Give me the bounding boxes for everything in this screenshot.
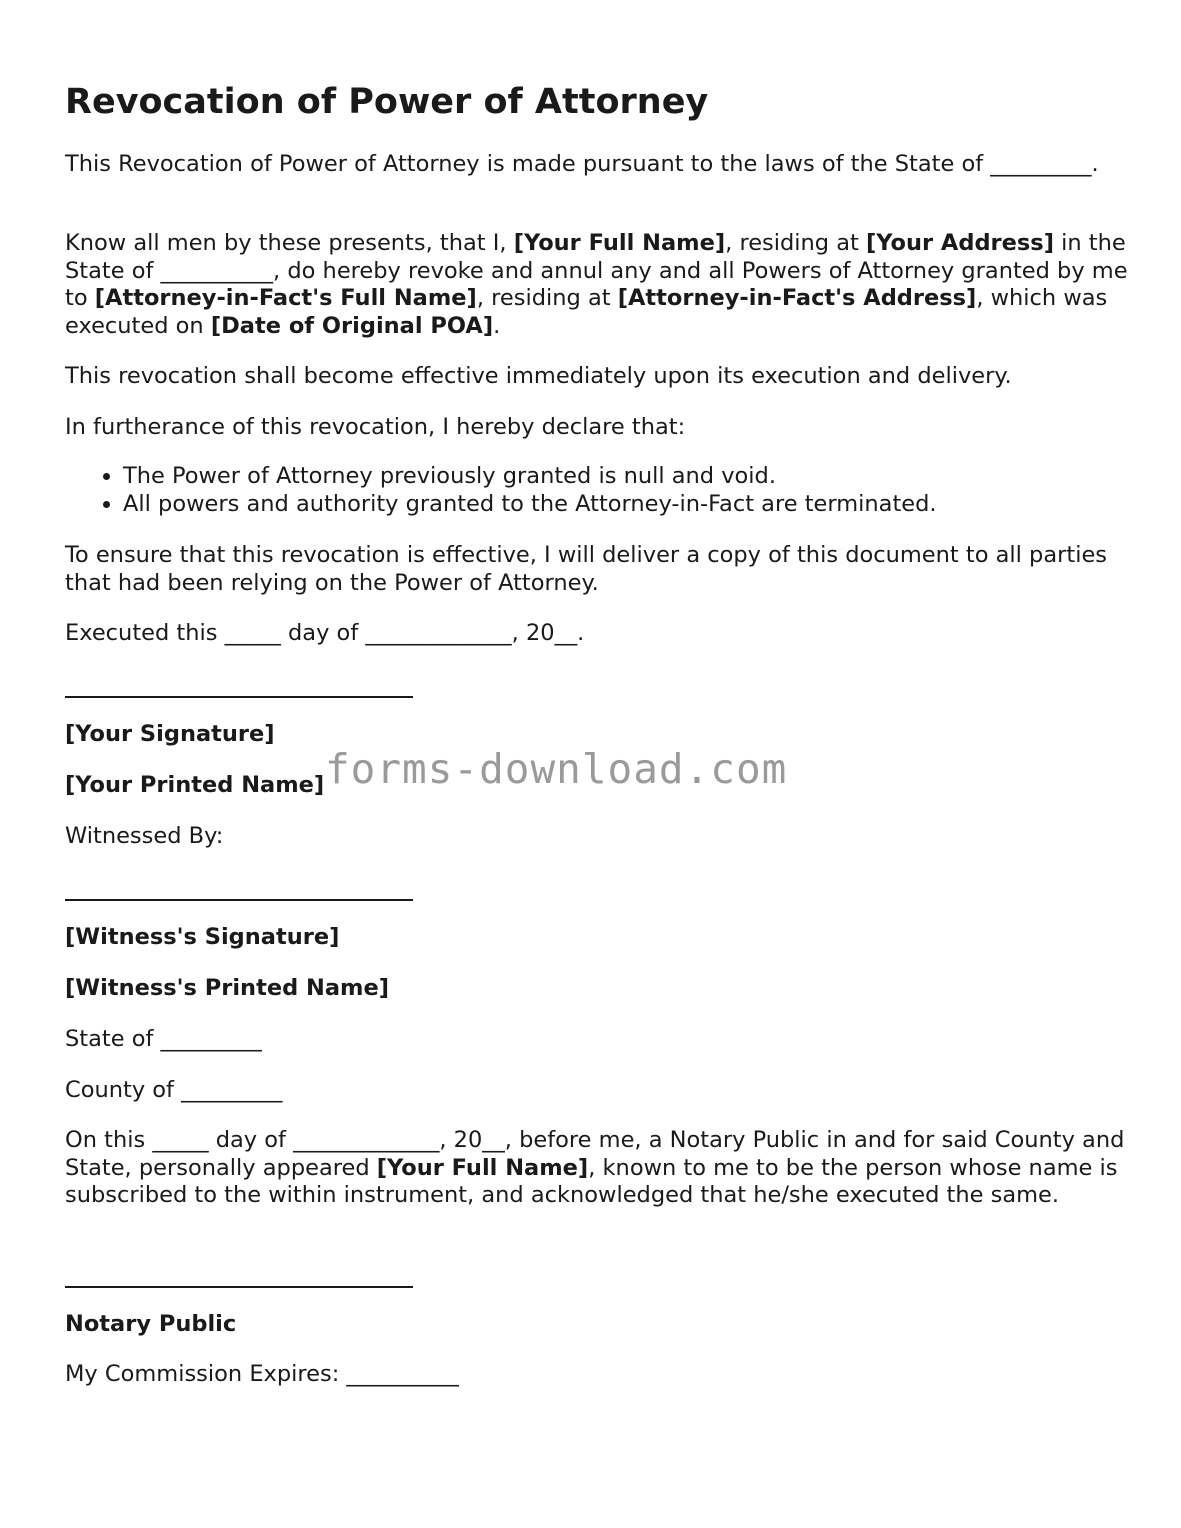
know-all-text-3: in the State of __________, do hereby revoke and annul any and all Powers of Attorney granted by me to [65, 230, 1128, 311]
effective-paragraph: This revocation shall become effective immediately upon its execution and delivery. [65, 363, 1012, 389]
witnessed-by-label: Witnessed By: [65, 823, 224, 849]
list-item: • All powers and authority granted to the Attorney-in-Fact are terminated. [123, 491, 937, 519]
furtherance-paragraph: In furtherance of this revocation, I hereby declare that: [65, 414, 686, 440]
know-all-text-5: , which was executed on [65, 285, 1108, 339]
your-full-name-placeholder: [Your Full Name] [513, 230, 726, 256]
state-of-line: State of _________ [65, 1026, 262, 1052]
your-address-placeholder: [Your Address] [866, 230, 1054, 256]
county-of-line: County of _________ [65, 1077, 283, 1103]
intro-paragraph: This Revocation of Power of Attorney is made pursuant to the laws of the State of _________. [65, 151, 1099, 177]
notary-text-1: On this _____ day of _____________, 20__, before me, a Notary Public in and for said County and State, personally appeared [65, 1127, 1125, 1181]
your-signature-line [65, 696, 413, 698]
document-title: Revocation of Power of Attorney [65, 82, 709, 122]
know-all-text-4: , residing at [476, 285, 618, 311]
notary-public-label: Notary Public [65, 1311, 237, 1337]
witness-signature-label: [Witness's Signature] [65, 924, 340, 950]
ensure-paragraph: To ensure that this revocation is effective, I will deliver a copy of this document to all parties that had been relying on the Power of Attorney. [65, 542, 1108, 596]
witness-printed-name-label: [Witness's Printed Name] [65, 975, 390, 1001]
original-poa-date-placeholder: [Date of Original POA] [210, 312, 494, 339]
notary-signature-line [65, 1286, 413, 1288]
know-all-paragraph [65, 230, 1135, 340]
your-full-name-placeholder: [Your Full Name] [376, 1154, 589, 1181]
attorney-address-placeholder: [Attorney-in-Fact's Address] [617, 285, 977, 311]
watermark-text: forms-download.com [325, 745, 788, 793]
know-all-text-2: , residing at [725, 230, 867, 256]
executed-line: Executed this _____ day of _____________, 20__. [65, 620, 585, 646]
list-item: • The Power of Attorney previously granted is null and void. [123, 463, 937, 491]
notary-acknowledgment-paragraph [65, 1127, 1135, 1210]
attorney-name-placeholder: [Attorney-in-Fact's Full Name] [94, 285, 477, 311]
your-signature-label: [Your Signature] [65, 721, 275, 747]
declarations-list [65, 463, 937, 518]
know-all-text-6: . [493, 312, 501, 339]
your-printed-name-label: [Your Printed Name] [65, 772, 325, 798]
notary-text-2: , known to me to be the person whose name is subscribed to the within instrument, and acknowledged that he/she executed the same. [65, 1154, 1118, 1208]
know-all-text-1: Know all men by these presents, that I, [65, 230, 514, 256]
witness-signature-line [65, 899, 413, 901]
commission-expires-line: My Commission Expires: __________ [65, 1361, 459, 1387]
